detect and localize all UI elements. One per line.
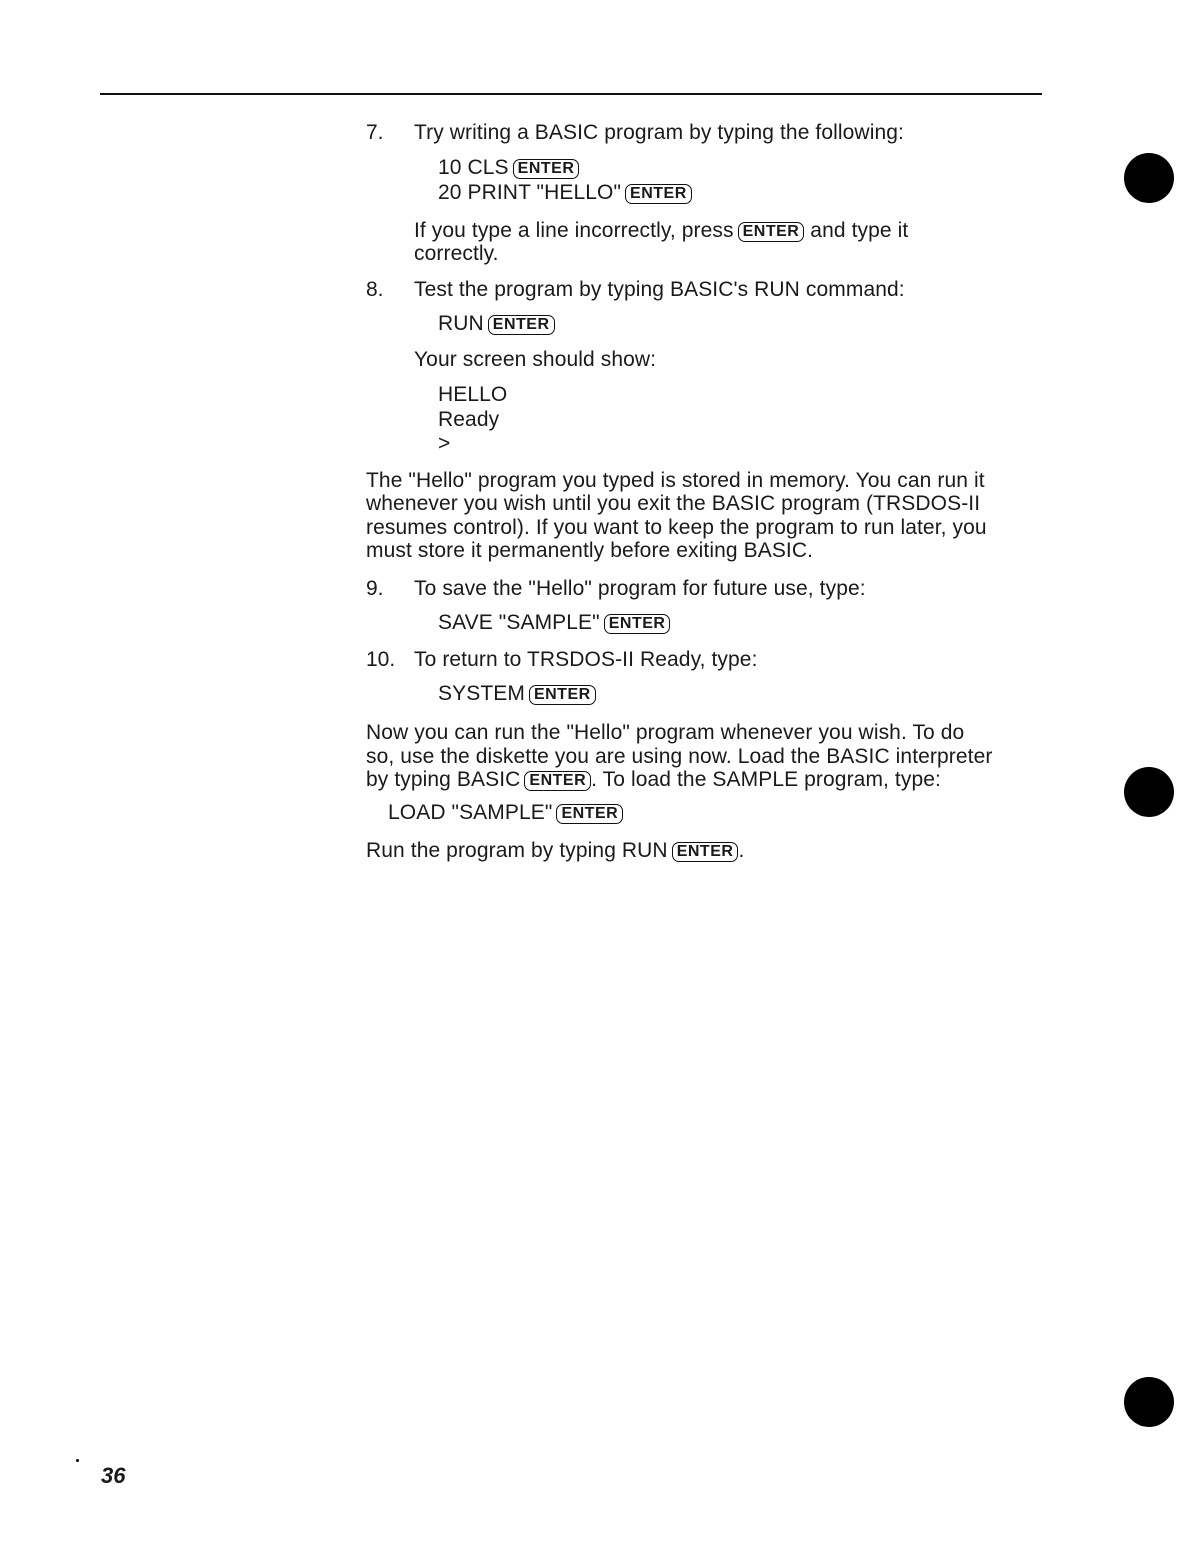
paragraph-line [366,839,744,863]
code-system [438,682,596,706]
screen-output-line: Ready [438,408,500,431]
code-text: 20 PRINT "HELLO" [438,181,622,204]
page-number: 36 [101,1463,126,1488]
code-line-20 [438,181,692,205]
paragraph-line: so, use the diskette you are using now. Load the BASIC interpreter [366,745,993,768]
step-7-text: Try writing a BASIC program by typing the following: [414,121,904,144]
code-text: 10 CLS [438,156,509,179]
enter-key: ENTER [488,315,555,335]
screen-output-line: > [438,432,451,455]
enter-key: ENTER [738,222,805,242]
code-text: SAVE "SAMPLE" [438,611,600,634]
screen-output-line: HELLO [438,383,508,406]
binder-hole-bottom [1124,1377,1174,1427]
speck [76,1459,79,1462]
paragraph-line: The "Hello" program you typed is stored in memory. You can run it [366,469,985,492]
step-8-text: Test the program by typing BASIC's RUN command: [414,278,905,301]
screen-intro: Your screen should show: [414,348,657,371]
step-8-number: 8. [366,278,384,301]
code-line-10 [438,156,579,180]
step-10-number: 10. [366,648,396,671]
step-7-note-continued: correctly. [414,242,499,265]
paragraph-line: Now you can run the "Hello" program whenever you wish. To do [366,721,965,744]
paragraph-text: . To load the SAMPLE program, type: [591,768,941,791]
note-text: If you type a line incorrectly, press [414,219,734,242]
code-text: RUN [438,312,484,335]
paragraph-text: Run the program by typing RUN [366,839,668,862]
enter-key: ENTER [524,771,591,791]
code-load [388,801,623,825]
paragraph-line: must store it permanently before exiting BASIC. [366,539,814,562]
binder-hole-top [1124,153,1174,203]
paragraph-text: . [738,839,745,862]
step-7-number: 7. [366,121,384,144]
binder-hole-middle [1124,767,1174,817]
enter-key: ENTER [513,159,580,179]
header-rule [100,93,1042,95]
enter-key: ENTER [556,804,623,824]
enter-key: ENTER [604,614,671,634]
step-7-note [414,219,908,243]
enter-key: ENTER [625,184,692,204]
code-text: LOAD "SAMPLE" [388,801,553,824]
note-text: and type it [810,219,909,242]
step-10-text: To return to TRSDOS-II Ready, type: [414,648,758,671]
step-9-number: 9. [366,577,384,600]
paragraph-line [366,768,941,792]
code-text: SYSTEM [438,682,525,705]
code-save [438,611,670,635]
enter-key: ENTER [672,842,739,862]
paragraph-text: by typing BASIC [366,768,521,791]
enter-key: ENTER [529,685,596,705]
step-9-text: To save the "Hello" program for future use, type: [414,577,866,600]
code-run [438,312,555,336]
paragraph-line: whenever you wish until you exit the BASIC program (TRSDOS-II [366,492,981,515]
paragraph-line: resumes control). If you want to keep the program to run later, you [366,516,987,539]
